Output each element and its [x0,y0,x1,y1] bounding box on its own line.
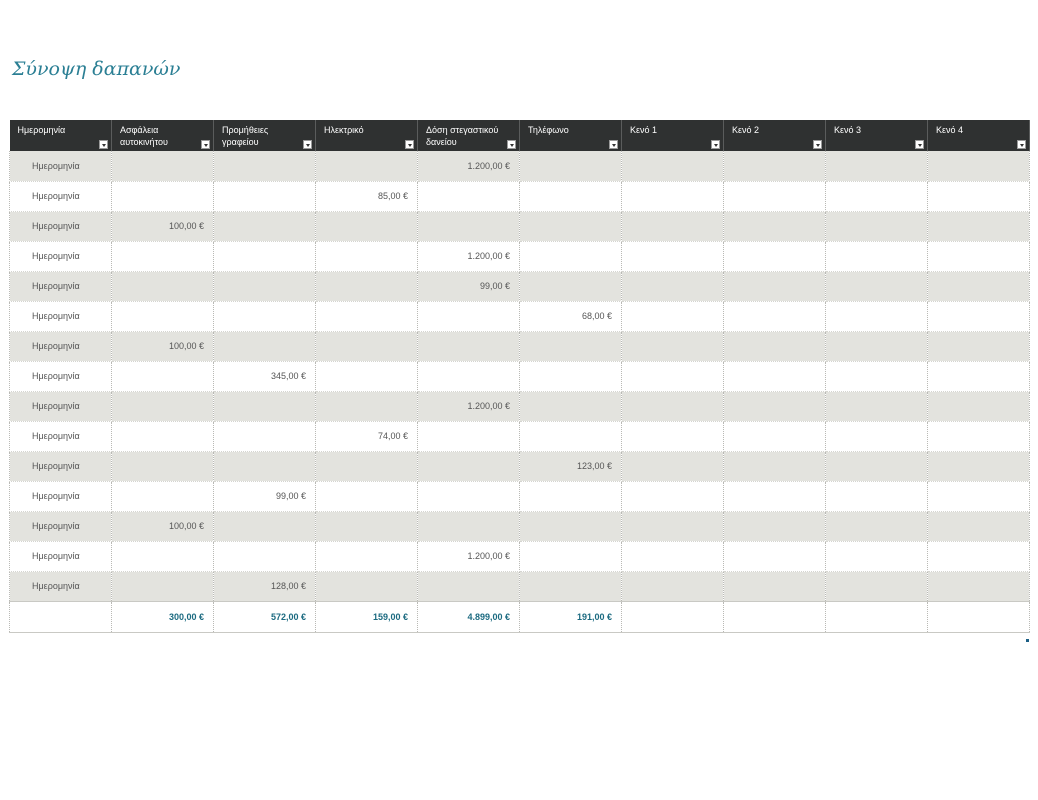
date-cell[interactable]: Ημερομηνία [10,481,112,511]
amount-cell[interactable] [724,571,826,601]
total-cell[interactable] [826,601,928,632]
amount-cell[interactable] [826,571,928,601]
amount-cell[interactable] [112,241,214,271]
amount-cell[interactable] [928,301,1030,331]
amount-cell[interactable] [622,421,724,451]
amount-cell[interactable] [520,151,622,181]
filter-dropdown-icon[interactable] [405,140,414,149]
amount-cell[interactable] [418,451,520,481]
amount-cell[interactable] [928,151,1030,181]
amount-cell[interactable]: 1.200,00 € [418,541,520,571]
date-cell[interactable]: Ημερομηνία [10,421,112,451]
table-row [10,571,1030,601]
filter-dropdown-icon[interactable] [813,140,822,149]
amount-cell[interactable]: 85,00 € [316,181,418,211]
total-cell[interactable] [724,601,826,632]
date-cell[interactable]: Ημερομηνία [10,271,112,301]
amount-cell[interactable] [928,361,1030,391]
amount-cell[interactable] [520,241,622,271]
amount-cell[interactable] [622,301,724,331]
amount-cell[interactable] [418,571,520,601]
table-body [10,151,1030,601]
totals-row [10,601,1030,632]
amount-cell[interactable] [724,301,826,331]
col-header-phone[interactable]: Τηλέφωνο [520,120,622,151]
amount-cell[interactable] [418,361,520,391]
amount-cell[interactable] [520,421,622,451]
amount-cell[interactable] [214,151,316,181]
amount-cell[interactable] [520,481,622,511]
amount-cell[interactable] [826,151,928,181]
amount-cell[interactable] [316,331,418,361]
amount-cell[interactable] [622,361,724,391]
amount-cell[interactable] [826,511,928,541]
filter-dropdown-icon[interactable] [201,140,210,149]
amount-cell[interactable] [622,331,724,361]
amount-cell[interactable] [928,211,1030,241]
amount-cell[interactable] [214,421,316,451]
amount-cell[interactable] [826,541,928,571]
amount-cell[interactable] [112,571,214,601]
amount-cell[interactable]: 1.200,00 € [418,151,520,181]
col-header-electricity[interactable]: Ηλεκτρικό [316,120,418,151]
amount-cell[interactable] [928,181,1030,211]
sheet-title: Σύνοψη δαπανών [12,58,181,80]
amount-cell[interactable] [622,511,724,541]
amount-cell[interactable] [316,361,418,391]
amount-cell[interactable] [112,301,214,331]
amount-cell[interactable]: 74,00 € [316,421,418,451]
date-cell[interactable]: Ημερομηνία [10,541,112,571]
amount-cell[interactable] [724,211,826,241]
amount-cell[interactable] [928,241,1030,271]
amount-cell[interactable] [826,451,928,481]
col-header-date[interactable]: Ημερομηνία [10,120,112,151]
amount-cell[interactable] [622,181,724,211]
amount-cell[interactable] [826,181,928,211]
date-cell[interactable]: Ημερομηνία [10,451,112,481]
amount-cell[interactable] [622,271,724,301]
amount-cell[interactable] [214,271,316,301]
amount-cell[interactable] [724,361,826,391]
amount-cell[interactable] [316,451,418,481]
date-cell[interactable]: Ημερομηνία [10,211,112,241]
amount-cell[interactable] [214,391,316,421]
col-header-blank-2[interactable]: Κενό 2 [724,120,826,151]
amount-cell[interactable] [214,511,316,541]
amount-cell[interactable] [214,541,316,571]
col-header-blank-1[interactable]: Κενό 1 [622,120,724,151]
amount-cell[interactable] [316,271,418,301]
filter-dropdown-icon[interactable] [915,140,924,149]
filter-dropdown-icon[interactable] [303,140,312,149]
amount-cell[interactable] [316,241,418,271]
amount-cell[interactable] [520,211,622,241]
amount-cell[interactable] [316,481,418,511]
amount-cell[interactable]: 123,00 € [520,451,622,481]
expense-table [9,120,1030,633]
table-row [10,301,1030,331]
amount-cell[interactable] [418,211,520,241]
table-row [10,211,1030,241]
amount-cell[interactable] [316,391,418,421]
total-cell[interactable] [928,601,1030,632]
amount-cell[interactable] [214,211,316,241]
table-row [10,451,1030,481]
date-cell[interactable]: Ημερομηνία [10,241,112,271]
amount-cell[interactable] [826,391,928,421]
amount-cell[interactable] [622,241,724,271]
total-cell[interactable] [622,601,724,632]
table-row [10,481,1030,511]
amount-cell[interactable]: 1.200,00 € [418,241,520,271]
amount-cell[interactable] [724,391,826,421]
col-header-office-supplies[interactable]: Προμήθειες γραφείου [214,120,316,151]
table-row [10,421,1030,451]
date-cell[interactable]: Ημερομηνία [10,151,112,181]
amount-cell[interactable] [214,331,316,361]
date-cell[interactable]: Ημερομηνία [10,511,112,541]
date-cell[interactable]: Ημερομηνία [10,361,112,391]
col-header-mortgage[interactable]: Δόση στεγαστικού δανείου [418,120,520,151]
total-cell[interactable]: 191,00 € [520,601,622,632]
amount-cell[interactable] [724,451,826,481]
amount-cell[interactable] [928,481,1030,511]
amount-cell[interactable] [724,421,826,451]
col-header-blank-3[interactable]: Κενό 3 [826,120,928,151]
total-cell[interactable] [10,601,112,632]
table-resize-handle[interactable] [1026,639,1029,642]
amount-cell[interactable] [214,181,316,211]
amount-cell[interactable] [112,151,214,181]
amount-cell[interactable] [928,571,1030,601]
amount-cell[interactable] [112,421,214,451]
amount-cell[interactable] [826,211,928,241]
amount-cell[interactable] [622,481,724,511]
amount-cell[interactable] [826,241,928,271]
date-cell[interactable]: Ημερομηνία [10,301,112,331]
amount-cell[interactable] [724,271,826,301]
table-row [10,331,1030,361]
amount-cell[interactable] [826,481,928,511]
amount-cell[interactable] [826,301,928,331]
amount-cell[interactable] [724,511,826,541]
amount-cell[interactable] [520,511,622,541]
amount-cell[interactable] [418,421,520,451]
amount-cell[interactable] [418,181,520,211]
amount-cell[interactable] [724,241,826,271]
amount-cell[interactable] [316,211,418,241]
amount-cell[interactable] [622,571,724,601]
table-row [10,361,1030,391]
filter-dropdown-icon[interactable] [99,140,108,149]
amount-cell[interactable] [214,301,316,331]
date-cell[interactable]: Ημερομηνία [10,571,112,601]
amount-cell[interactable]: 100,00 € [112,511,214,541]
amount-cell[interactable]: 100,00 € [112,211,214,241]
table-row [10,241,1030,271]
amount-cell[interactable] [928,511,1030,541]
amount-cell[interactable] [112,181,214,211]
amount-cell[interactable] [214,451,316,481]
amount-cell[interactable]: 68,00 € [520,301,622,331]
total-cell[interactable]: 159,00 € [316,601,418,632]
amount-cell[interactable] [826,271,928,301]
amount-cell[interactable] [928,391,1030,421]
total-cell[interactable]: 300,00 € [112,601,214,632]
total-cell[interactable]: 4.899,00 € [418,601,520,632]
filter-dropdown-icon[interactable] [507,140,516,149]
amount-cell[interactable] [622,391,724,421]
table-row [10,181,1030,211]
amount-cell[interactable] [622,211,724,241]
amount-cell[interactable] [112,481,214,511]
amount-cell[interactable] [724,541,826,571]
col-header-blank-4[interactable]: Κενό 4 [928,120,1030,151]
amount-cell[interactable] [928,331,1030,361]
amount-cell[interactable] [520,571,622,601]
amount-cell[interactable] [724,331,826,361]
amount-cell[interactable] [622,451,724,481]
table-row [10,151,1030,181]
amount-cell[interactable] [724,181,826,211]
amount-cell[interactable] [724,151,826,181]
amount-cell[interactable] [622,541,724,571]
amount-cell[interactable]: 345,00 € [214,361,316,391]
amount-cell[interactable] [112,361,214,391]
amount-cell[interactable] [928,451,1030,481]
amount-cell[interactable] [418,481,520,511]
amount-cell[interactable] [316,541,418,571]
total-cell[interactable]: 572,00 € [214,601,316,632]
amount-cell[interactable]: 99,00 € [214,481,316,511]
amount-cell[interactable] [928,271,1030,301]
table-row [10,541,1030,571]
amount-cell[interactable] [520,541,622,571]
amount-cell[interactable] [316,151,418,181]
filter-dropdown-icon[interactable] [711,140,720,149]
amount-cell[interactable] [520,331,622,361]
amount-cell[interactable] [418,301,520,331]
amount-cell[interactable] [826,361,928,391]
date-cell[interactable]: Ημερομηνία [10,391,112,421]
amount-cell[interactable]: 100,00 € [112,331,214,361]
filter-dropdown-icon[interactable] [1017,140,1026,149]
amount-cell[interactable] [214,241,316,271]
amount-cell[interactable] [622,151,724,181]
amount-cell[interactable] [112,451,214,481]
table-row [10,271,1030,301]
amount-cell[interactable] [112,391,214,421]
amount-cell[interactable] [520,271,622,301]
date-cell[interactable]: Ημερομηνία [10,181,112,211]
amount-cell[interactable] [316,301,418,331]
amount-cell[interactable] [724,481,826,511]
table-row [10,391,1030,421]
amount-cell[interactable] [928,421,1030,451]
amount-cell[interactable] [928,541,1030,571]
amount-cell[interactable] [826,331,928,361]
amount-cell[interactable] [316,571,418,601]
amount-cell[interactable]: 1.200,00 € [418,391,520,421]
amount-cell[interactable] [418,511,520,541]
amount-cell[interactable] [520,181,622,211]
amount-cell[interactable] [520,391,622,421]
amount-cell[interactable] [520,361,622,391]
amount-cell[interactable] [316,511,418,541]
filter-dropdown-icon[interactable] [609,140,618,149]
col-header-car-insurance[interactable]: Ασφάλεια αυτοκινήτου [112,120,214,151]
header-row [10,120,1030,151]
amount-cell[interactable] [112,271,214,301]
date-cell[interactable]: Ημερομηνία [10,331,112,361]
amount-cell[interactable]: 99,00 € [418,271,520,301]
table-row [10,511,1030,541]
amount-cell[interactable] [112,541,214,571]
amount-cell[interactable] [418,331,520,361]
amount-cell[interactable] [826,421,928,451]
amount-cell[interactable]: 128,00 € [214,571,316,601]
